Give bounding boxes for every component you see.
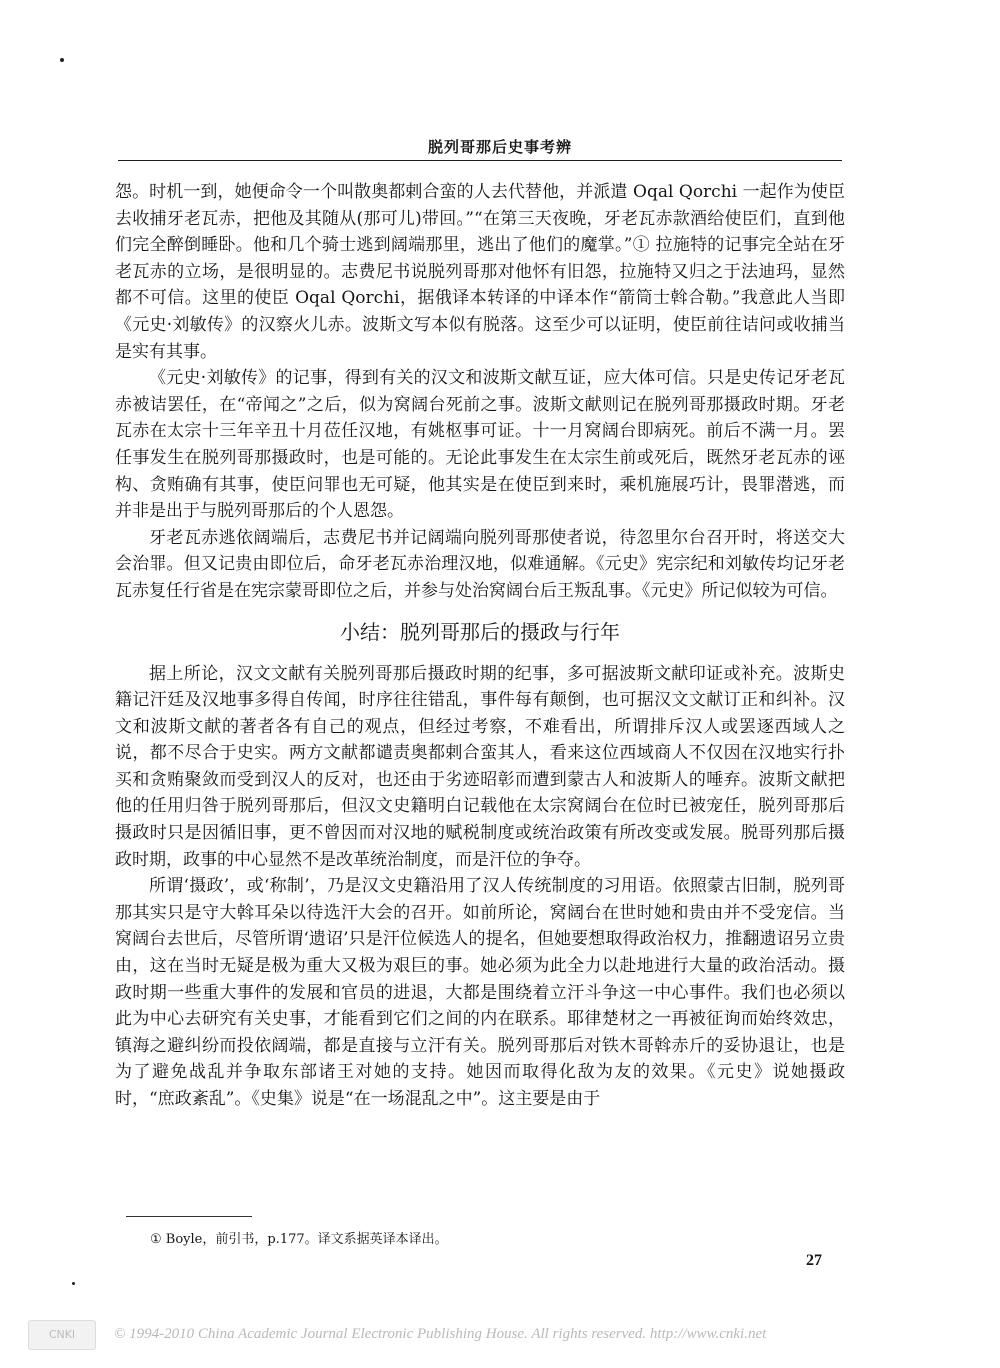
section-heading: 小结：脱列哥那后的摄政与行年 xyxy=(340,619,620,644)
paragraph: 怨。时机一到，她便命令一个叫散奥都剌合蛮的人去代替他，并派遣 Oqal Qorchi 一起作为使臣去收捕牙老瓦赤，把他及其随从(那可儿)带回。”“在第三天夜晚，牙老瓦赤款酒给使臣们，直到他们完全醉倒睡卧。他和几个骑士逃到阔端那里，逃出了他们的魔掌。”① 拉施特的记事完全站在牙老瓦赤的立场，是很明显的。志费尼书说脱列哥那对他怀有旧怨，拉施特又归之于法迪玛，显然都不可信。这里的使臣 Oqal Qorchi，据俄译本转译的中译本作“箭筒士斡合勒。”我意此人当即《元史·刘敏传》的汉察火儿赤。波斯文写本似有脱落。这至少可以证明，使臣前往诘问或收捕当是实有其事。 xyxy=(115,182,845,362)
scan-mark xyxy=(72,1282,75,1285)
paragraph: 所谓‘摄政’，或‘称制’，乃是汉文史籍沿用了汉人传统制度的习用语。依照蒙古旧制，脱列哥那其实只是守大斡耳朵以待选汗大会的召开。如前所论，窝阔台在世时她和贵由并不受宠信。当窝阔台去世后，尽管所谓‘遗诏’只是汗位候选人的提名，但她要想取得政治权力，推翻遗诏另立贵由，这在当时无疑是极为重大又极为艰巨的事。她必须为此全力以赴地进行大量的政治活动。摄政时期一些重大事件的发展和官员的进退，大都是围绕着立汗斗争这一中心事件。我们也必须以此为中心去研究有关史事，才能看到它们之间的内在联系。耶律楚材之一再被征询而始终效忠，镇海之避纠纷而投依阔端，都是直接与立汗有关。脱列哥那后对铁木哥斡赤斤的妥协退让，也是为了避免战乱并争取东部诸王对她的支持。她因而取得化敌为友的效果。《元史》说她摄政时，“庶政紊乱”。《史集》说是“在一场混乱之中”。这主要是由于 xyxy=(115,876,845,1109)
paragraph: 牙老瓦赤逃依阔端后，志费尼书并记阔端向脱列哥那使者说，待忽里尔台召开时，将送交大会治罪。但又记贵由即位后，命牙老瓦赤治理汉地，似难通解。《元史》宪宗纪和刘敏传均记牙老瓦赤复任行省是在宪宗蒙哥即位之后，并参与处治窝阔台后王叛乱事。《元史》所记似较为可信。 xyxy=(115,527,845,601)
footnote: ① Boyle，前引书，p.177。译文系据英译本译出。 xyxy=(150,1232,448,1247)
body-text xyxy=(115,179,845,1113)
footnote-rule xyxy=(126,1216,252,1217)
scan-mark xyxy=(60,58,64,62)
cnki-logo: CNKI xyxy=(28,1320,96,1350)
page-number: 27 xyxy=(806,1252,822,1269)
header-rule xyxy=(118,160,842,161)
paragraph: 据上所论，汉文文献有关脱列哥那后摄政时期的纪事，多可据波斯文献印证或补充。波斯史籍记汗廷及汉地事多得自传闻，时序往往错乱，事件每有颠倒，也可据汉文文献订正和纠补。汉文和波斯文献的著者各有自己的观点，但经过考察，不难看出，所谓排斥汉人或罢逐西域人之说，都不尽合于史实。两方文献都谴责奥都剌合蛮其人，看来这位西域商人不仅因在汉地实行扑买和贪贿聚敛而受到汉人的反对，也还由于劣迹昭彰而遭到蒙古人和波斯人的唾弃。波斯文献把他的任用归咎于脱列哥那后，但汉文史籍明白记载他在太宗窝阔台在位时已被宠任，脱列哥那后摄政时只是因循旧事，更不曾因而对汉地的赋税制度或统治政策有所改变或发展。脱哥列那后摄政时期，政事的中心显然不是改革统治制度，而是汗位的争夺。 xyxy=(115,663,845,870)
copyright-footer: © 1994-2010 China Academic Journal Electronic Publishing House. All rights reserved. http://www.cnki.net xyxy=(114,1326,767,1342)
paragraph: 《元史·刘敏传》的记事，得到有关的汉文和波斯文献互证，应大体可信。只是史传记牙老瓦赤被诘罢任，在“帝闻之”之后，似为窝阔台死前之事。波斯文献则记在脱列哥那摄政时期。牙老瓦赤在太宗十三年辛丑十月莅任汉地，有姚枢事可证。十一月窝阔台即病死。前后不满一月。罢任事发生在脱列哥那摄政时，也是可能的。无论此事发生在太宗生前或死后，既然牙老瓦赤的诬构、贪贿确有其事，使臣问罪也无可疑，他其实是在使臣到来时，乘机施展巧计，畏罪潜逃，而并非是出于与脱列哥那后的个人恩怨。 xyxy=(115,368,845,522)
running-header: 脱列哥那后史事考辨 xyxy=(427,138,572,156)
